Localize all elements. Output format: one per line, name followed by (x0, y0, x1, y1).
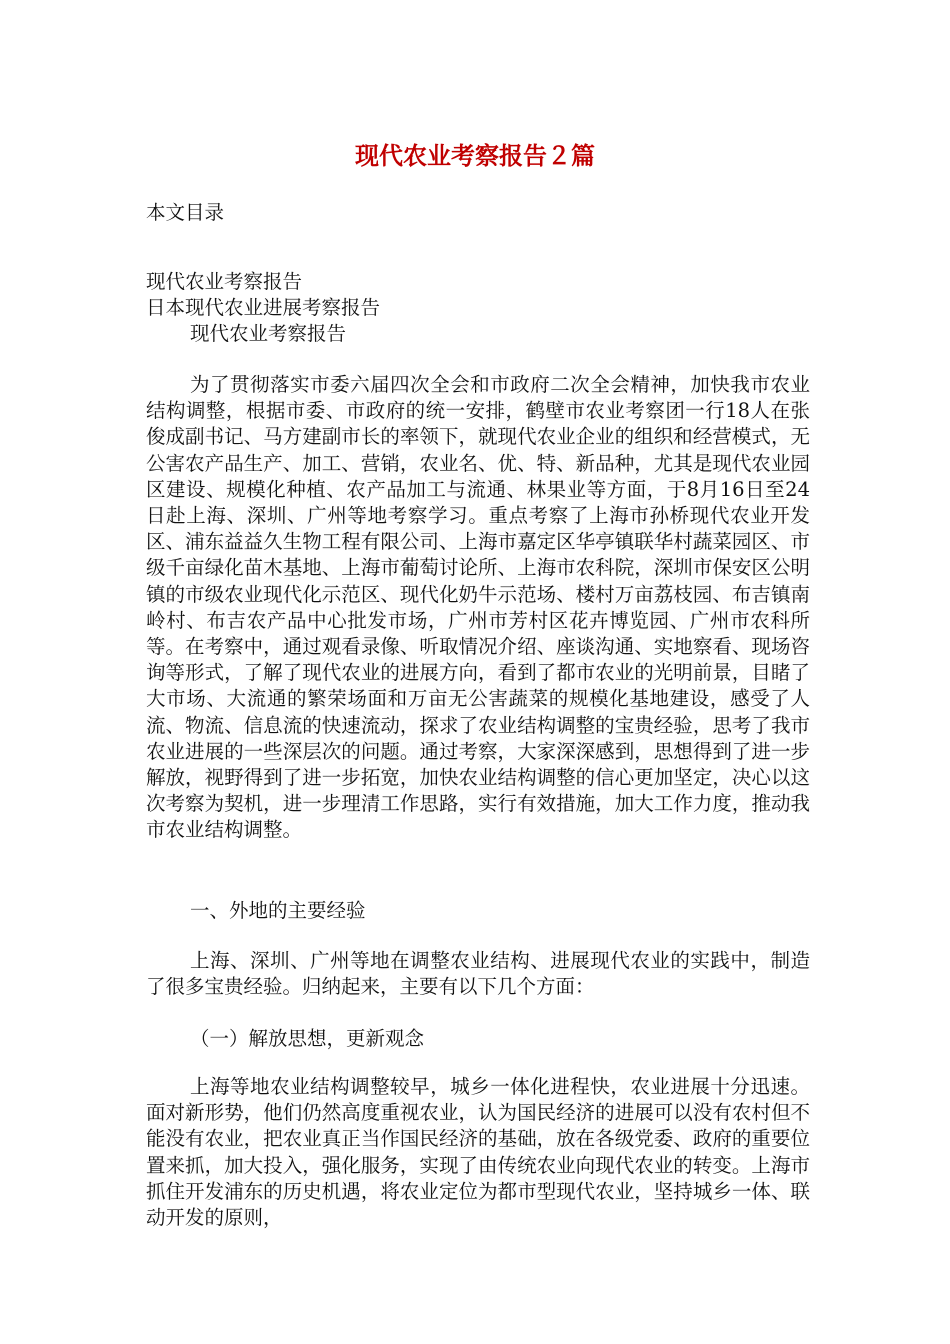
section-heading: 一、外地的主要经验 (190, 899, 366, 922)
body-paragraph: 为了贯彻落实市委六届四次全会和市政府二次全会精神，加快我市农业结构调整，根据市委、市政府的统一安排，鹤壁市农业考察团一行18人在张俊成副书记、马方建副市长的率领下，就现代农业企业的组织和经营模式，无公害农产品生产、加工、营销，农业名、优、特、新品种，尤其是现代农业园区建设、规模化种植、农产品加工与流通、林果业等方面，于8月16日至24日赴上海、深圳、广州等地考察学习。重点考察了上海市孙桥现代农业开发区、浦东益益久生物工程有限公司、上海市嘉定区华亭镇联华村蔬菜园区、市级千亩绿化苗木基地、上海市葡萄讨论所、上海市农科院，深圳市保安区公明镇的市级农业现代化示范区、现代化奶牛示范场、楼村万亩荔枝园、布吉镇南岭村、布吉农产品中心批发市场，广州市芳村区花卉博览园、广州市农科所等。在考察中，通过观看录像、听取情况介绍、座谈沟通、实地察看、现场咨询等形式，了解了现代农业的进展方向，看到了都市农业的光明前景，目睹了大市场、大流通的繁荣场面和万亩无公害蔬菜的规模化基地建设，感受了人流、物流、信息流的快速流动，探求了农业结构调整的宝贵经验，思考了我市农业进展的一些深层次的问题。通过考察，大家深深感到，思想得到了进一步解放，视野得到了进一步拓宽，加快农业结构调整的信心更加坚定，决心以这次考察为契机，进一步理清工作思路，实行有效措施，加大工作力度，推动我市农业结构调整。 (146, 373, 810, 842)
body-paragraph: 上海等地农业结构调整较早，城乡一体化进程快，农业进展十分迅速。面对新形势，他们仍然高度重视农业，认为国民经济的进展可以没有农村但不能没有农业，把农业真正当作国民经济的基础，放在各级党委、政府的重要位置来抓，加大投入，强化服务，实现了由传统农业向现代农业的转变。上海市抓住开发浦东的历史机遇，将农业定位为都市型现代农业，坚持城乡一体、联动开发的原则， (146, 1075, 810, 1230)
subsection-heading: （一）解放思想，更新观念 (190, 1027, 425, 1050)
table-of-contents (146, 269, 380, 347)
toc-label: 本文目录 (146, 201, 225, 224)
body-paragraph: 上海、深圳、广州等地在调整农业结构、进展现代农业的实践中，制造了很多宝贵经验。归纳起来，主要有以下几个方面： (146, 949, 810, 999)
toc-item[interactable]: 现代农业考察报告 (146, 270, 303, 293)
document-title: 现代农业考察报告２篇 (355, 142, 595, 170)
toc-item[interactable]: 日本现代农业进展考察报告 (146, 296, 381, 319)
toc-item[interactable]: 现代农业考察报告 (190, 322, 347, 345)
